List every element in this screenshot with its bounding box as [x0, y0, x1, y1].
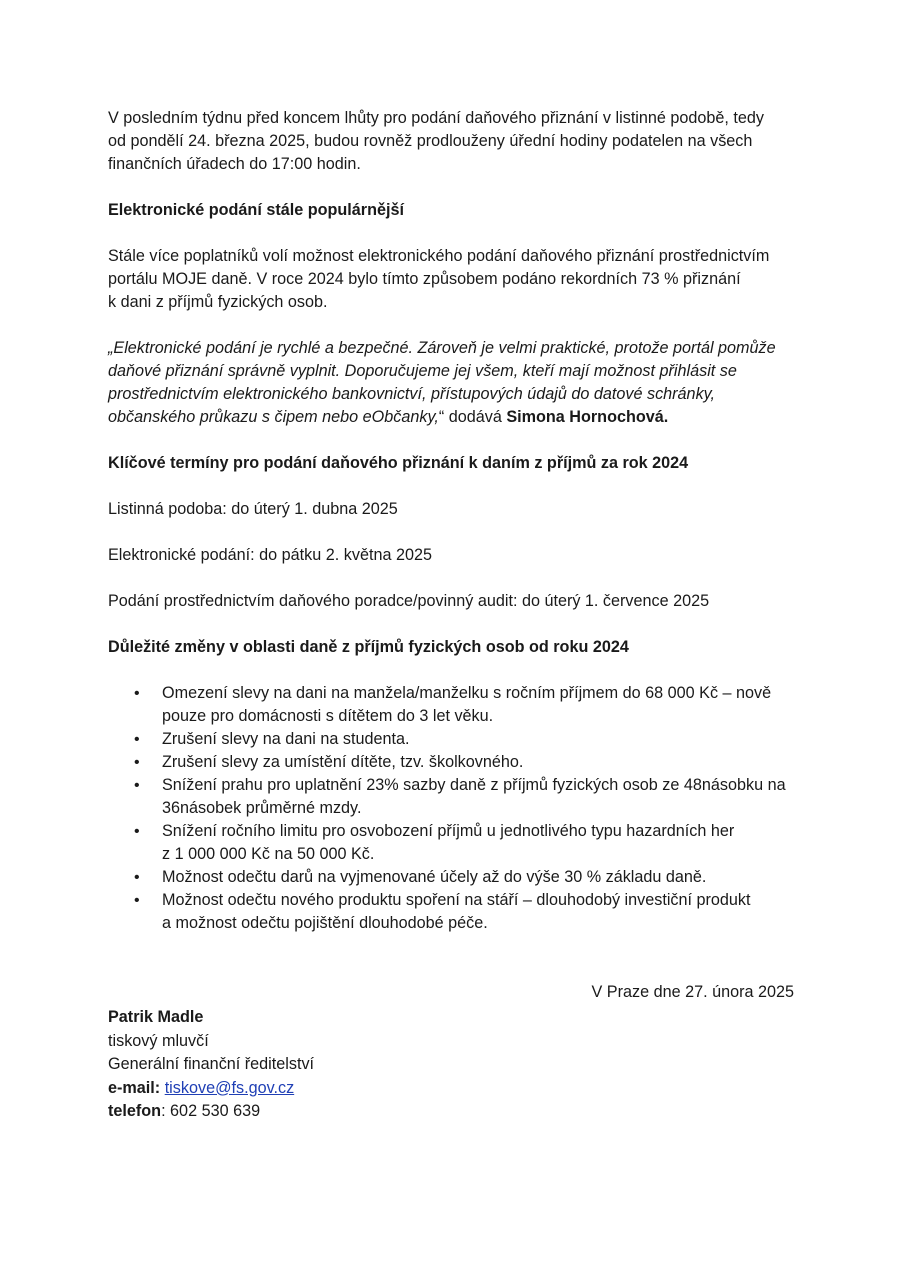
quote-line-2: daňové přiznání správně vyplnit. Doporučujeme jej všem, kteří mají možnost přihlásit se [108, 362, 737, 380]
deadline-paper: Listinná podoba: do úterý 1. dubna 2025 [108, 500, 398, 518]
electronic-line-3: k dani z příjmů fyzických osob. [108, 293, 328, 311]
intro-paragraph [108, 107, 798, 176]
signatory-name: Patrik Madle [108, 1008, 204, 1026]
quote-line-1: „Elektronické podání je rychlé a bezpečné. Zároveň je velmi praktické, protože portál pomůže [108, 339, 776, 357]
signatory-role: tiskový mluvčí [108, 1031, 209, 1050]
quote-paragraph [108, 337, 798, 429]
list-item-line: Snížení ročního limitu pro osvobození příjmů u jednotlivého typu hazardních her [162, 822, 735, 840]
intro-line-3: finančních úřadech do 17:00 hodin. [108, 155, 361, 173]
list-item [108, 889, 798, 935]
section-heading-changes: Důležité změny v oblasti daně z příjmů fyzických osob od roku 2024 [108, 638, 629, 656]
list-item-line: Zrušení slevy na dani na studenta. [162, 730, 410, 748]
list-item [108, 866, 798, 889]
list-item [108, 774, 798, 820]
list-item-line: Možnost odečtu nového produktu spoření na stáří – dlouhodobý investiční produkt [162, 891, 751, 909]
signature-block [108, 1006, 798, 1124]
deadline-advisor: Podání prostřednictvím daňového poradce/povinný audit: do úterý 1. července 2025 [108, 592, 710, 610]
bullet-icon: • [134, 892, 140, 909]
list-item-line: z 1 000 000 Kč na 50 000 Kč. [162, 845, 375, 863]
changes-list [108, 682, 798, 935]
electronic-line-2: portálu MOJE daně. V roce 2024 bylo tímto způsobem podáno rekordních 73 % přiznání [108, 270, 741, 288]
spacer [108, 935, 798, 981]
intro-line-2: od pondělí 24. března 2025, budou rovněž prodlouženy úřední hodiny podatelen na všech [108, 132, 753, 150]
bullet-icon: • [134, 823, 140, 840]
bullet-icon: • [134, 754, 140, 771]
section-heading-electronic: Elektronické podání stále populárnější [108, 201, 404, 219]
document-page [108, 107, 798, 1124]
deadline-electronic: Elektronické podání: do pátku 2. května 2025 [108, 546, 432, 564]
list-item [108, 820, 798, 866]
electronic-line-1: Stále více poplatníků volí možnost elektronického podání daňového přiznání prostřednictvím [108, 247, 770, 265]
intro-line-1: V posledním týdnu před koncem lhůty pro podání daňového přiznání v listinné podobě, tedy [108, 109, 765, 127]
email-row [108, 1077, 798, 1101]
email-label: e-mail: [108, 1078, 161, 1097]
phone-row [108, 1100, 798, 1124]
quote-line-3: prostřednictvím elektronického bankovnictví, přístupových údajů do datové schránky, [108, 385, 716, 403]
list-item-line: 36násobek průměrné mzdy. [162, 799, 362, 817]
bullet-icon: • [134, 869, 140, 886]
list-item [108, 751, 798, 774]
list-item [108, 682, 798, 728]
bullet-icon: • [134, 777, 140, 794]
signatory-organization: Generální finanční ředitelství [108, 1055, 315, 1073]
quote-attribution: “ dodává [438, 408, 507, 426]
list-item-line: a možnost odečtu pojištění dlouhodobé péče. [162, 914, 488, 932]
email-link[interactable]: tiskove@fs.gov.cz [164, 1078, 295, 1097]
list-item-line: Omezení slevy na dani na manžela/manželku s ročním příjmem do 68 000 Kč – nově [162, 684, 772, 702]
phone-label: telefon [108, 1102, 162, 1120]
bullet-icon: • [134, 731, 140, 748]
dateline: V Praze dne 27. února 2025 [591, 983, 794, 1001]
bullet-icon: • [134, 685, 140, 702]
dateline-row [108, 981, 794, 1004]
section-heading-deadlines: Klíčové termíny pro podání daňového přiznání k daním z příjmů za rok 2024 [108, 454, 689, 472]
quote-line-4: občanského průkazu s čipem nebo eObčanky, [108, 408, 439, 426]
list-item-line: Snížení prahu pro uplatnění 23% sazby daně z příjmů fyzických osob ze 48násobku na [162, 776, 786, 794]
electronic-paragraph [108, 245, 798, 314]
list-item-line: Možnost odečtu darů na vyjmenované účely až do výše 30 % základu daně. [162, 868, 707, 886]
list-item-line: pouze pro domácnosti s dítětem do 3 let věku. [162, 707, 494, 725]
phone-number: : 602 530 639 [161, 1102, 261, 1120]
list-item-line: Zrušení slevy za umístění dítěte, tzv. školkovného. [162, 753, 524, 771]
list-item [108, 728, 798, 751]
quote-author: Simona Hornochová. [506, 408, 669, 426]
